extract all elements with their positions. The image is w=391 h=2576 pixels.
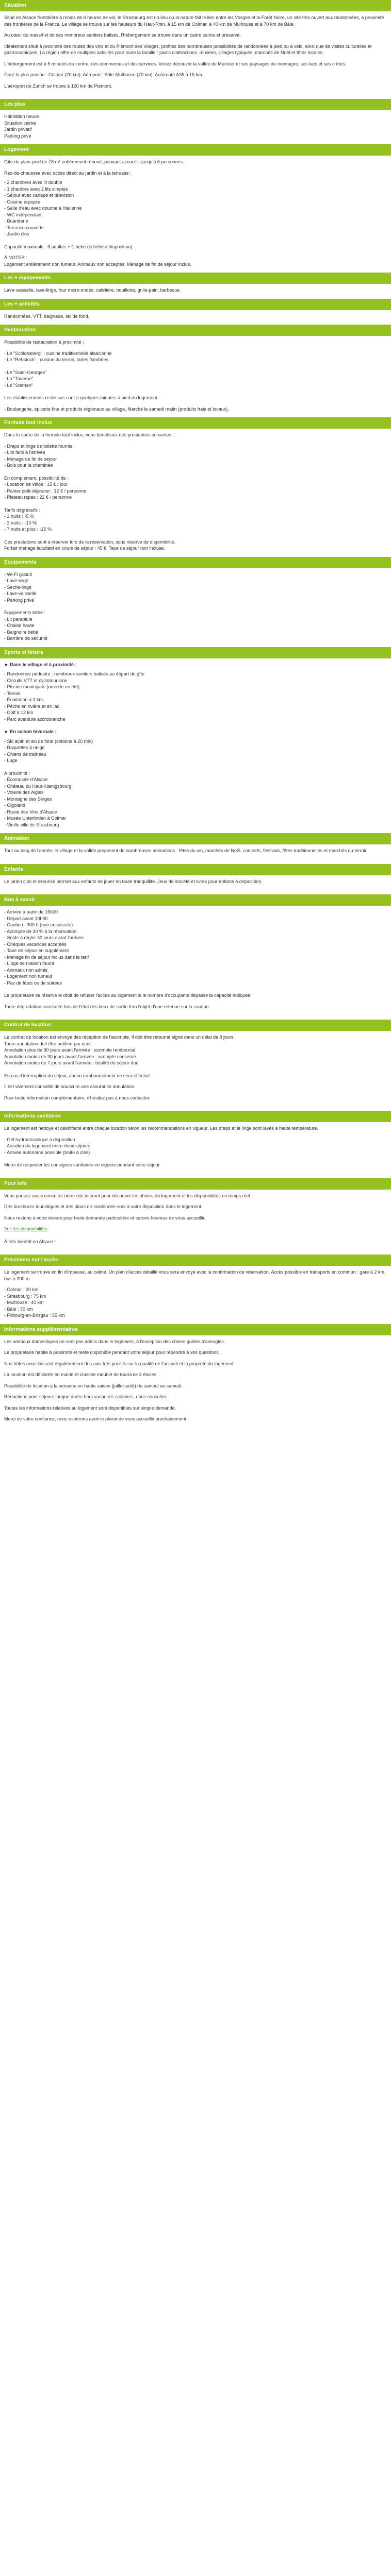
logement-capacity: Capacité maximale : 6 adultes + 1 bébé (lit bébé à disposition). bbox=[4, 244, 134, 249]
list-item: - Chiens de traîneau bbox=[4, 751, 46, 757]
situation-paragraph: Situé en Alsace frontalière à moins de 6 heures de vol, le Strasbourg est un lieu où la nature fait le lien entre les Vosges et la Forêt Noire, un site très ouvert aux randonnées, à proximité des frontières de la France. Le village se trouve sur les hauteurs du Haut-Rhin, à 15 km de Colmar, à 40 km de Mulhouse et à 70 km de Bâle. bbox=[4, 15, 384, 27]
section-header-les-plus: Les plus bbox=[0, 99, 391, 110]
list-item: Jardin privatif bbox=[4, 127, 32, 132]
animation-section bbox=[0, 848, 391, 864]
situation-paragraph: Au cœur du massif et de ses nombreux sentiers balisés, l'hébergement se trouve dans un cadre calme et préservé. bbox=[4, 32, 241, 38]
pour-info-text: Des brochures touristiques et des plans de randonnée sont à votre disposition dans le logement. bbox=[4, 1204, 203, 1209]
enfants-text: Le jardin clos et sécurisé permet aux enfants de jouer en toute tranquillité. Jeux de société et livres pour enfants à disposition. bbox=[4, 878, 263, 884]
note-label: À NOTER : bbox=[4, 255, 28, 260]
infos-supp-paragraph: Les animaux domestiques ne sont pas admis dans le logement, à l'exception des chiens guides d'aveugles. bbox=[4, 1338, 225, 1344]
section-header-bon-a-savoir: Bon à savoir bbox=[0, 894, 391, 906]
sanitaires-section bbox=[0, 1125, 391, 1178]
list-item: - 7 nuits et plus : -15 % bbox=[4, 527, 52, 532]
list-item: - Bois pour la cheminée bbox=[4, 463, 53, 468]
acces-text: Le logement se trouve en fin d'impasse, au calme. Un plan d'accès détaillé vous sera envoyé avec la confirmation de réservation. Accès possible en transports en commun : gare à 2 km, bus à 300 m. bbox=[4, 1269, 386, 1281]
list-item: - Chèques vacances acceptés bbox=[4, 941, 67, 947]
section-header-logement: Logement bbox=[0, 144, 391, 156]
infos-supp-section bbox=[0, 1338, 391, 1432]
sports-subheading: ► Dans le village et à proximité : bbox=[4, 662, 77, 667]
formule-subheading: En complément, possibilité de : bbox=[4, 475, 69, 481]
list-item: - Arrivée à partir de 16h00 bbox=[4, 909, 58, 914]
section-header-equipements: Les + équipements bbox=[0, 273, 391, 284]
list-item: - Sèche-linge bbox=[4, 584, 32, 590]
contrat-line: Annulation moins de 30 jours avant l'arrivée : acompte conservé. bbox=[4, 1054, 137, 1059]
contrat-line: Toute annulation doit être notifiée par écrit. bbox=[4, 1041, 92, 1046]
list-item: - Circuits VTT et cyclotourisme bbox=[4, 677, 68, 683]
list-item: - Golf à 12 km bbox=[4, 710, 34, 715]
list-item: - Fribourg-en-Brisgau : 55 km bbox=[4, 1313, 65, 1318]
formule-intro: Dans le cadre de la formule tout inclus, vous bénéficiez des prestations suivantes : bbox=[4, 432, 174, 437]
formule-outro: Ces prestations sont à réserver lors de la réservation, sous réserve de disponibilité. bbox=[4, 539, 176, 545]
infos-supp-paragraph: Le propriétaire habite à proximité et reste disponible pendant votre séjour pour répondre à vos questions. bbox=[4, 1350, 220, 1355]
section-header-restauration: Restauration bbox=[0, 325, 391, 336]
activites-text: Randonnées, VTT, baignade, ski de fond. bbox=[4, 313, 90, 319]
list-item: - Aération du logement entre deux séjours bbox=[4, 1143, 91, 1148]
list-item: - Terrasse couverte bbox=[4, 225, 44, 230]
contrat-contact: Pour toute information complémentaire, n'hésitez pas à nous contacter. bbox=[4, 1095, 151, 1100]
list-item: - Gel hydroalcoolique à disposition bbox=[4, 1137, 75, 1142]
section-header-situation: Situation bbox=[0, 0, 391, 11]
list-item: - Randonnée pédestre : nombreux sentiers balisés au départ du gîte bbox=[4, 671, 145, 676]
list-item: - Bâle : 70 km bbox=[4, 1306, 33, 1312]
bon-a-savoir-extra: Toute dégradation constatée lors de l'état des lieux de sortie fera l'objet d'une retenue sur la caution. bbox=[4, 1004, 210, 1009]
restauration-detail: - Boulangerie, épicerie fine et produits régionaux au village. Marché le samedi matin (produits frais et locaux). bbox=[4, 406, 229, 412]
list-item: - Parc aventure accrobranche bbox=[4, 716, 66, 722]
list-item: - 2 chambres avec lit double bbox=[4, 180, 62, 185]
list-item: - Lits faits à l'arrivée bbox=[4, 450, 45, 455]
list-item: - Solde à régler 30 jours avant l'arrivée bbox=[4, 935, 84, 940]
list-item: - Luge bbox=[4, 758, 18, 763]
sanitaires-note: Merci de respecter les consignes sanitaires en vigueur pendant votre séjour. bbox=[4, 1162, 161, 1167]
list-item: - Panier petit-déjeuner : 12 € / personne bbox=[4, 488, 87, 494]
list-item: - 3 nuits : -10 % bbox=[4, 520, 37, 526]
list-item: - Wi-Fi gratuit bbox=[4, 571, 32, 577]
list-item: - Animaux non admis bbox=[4, 967, 48, 973]
list-item: - Chaise haute bbox=[4, 623, 35, 628]
contrat-assurance: Il est vivement conseillé de souscrire une assurance annulation. bbox=[4, 1084, 136, 1089]
infos-supp-paragraph: Possibilité de location à la semaine en haute saison (juillet-août) du samedi au samedi. bbox=[4, 1383, 183, 1388]
infos-supp-paragraph: La location est déclarée en mairie et classée meublé de tourisme 3 étoiles. bbox=[4, 1372, 158, 1377]
list-item: - Strasbourg : 75 km bbox=[4, 1293, 46, 1299]
situation-section bbox=[0, 14, 391, 99]
note-text: Logement entièrement non fumeur. Animaux non acceptés. Ménage de fin de séjour inclus. bbox=[4, 261, 191, 267]
logement-section bbox=[0, 159, 391, 273]
list-item: - Lave-vaisselle bbox=[4, 591, 37, 596]
pour-info-section bbox=[0, 1193, 391, 1255]
animation-text: Tout au long de l'année, le village et la vallée proposent de nombreuses animations : fêtes du vin, marchés de Noël, concerts, festivals, fêtes traditionnelles et marchés du terroir. bbox=[4, 848, 368, 853]
list-item: - Départ avant 10h00 bbox=[4, 916, 48, 921]
list-item: - Raquettes à neige bbox=[4, 745, 45, 750]
sports-section bbox=[0, 662, 391, 834]
list-item: - Volerie des Aigles bbox=[4, 790, 44, 795]
list-item: - Ménage fin de séjour inclus dans le tarif bbox=[4, 954, 89, 960]
pour-info-text: Nous restons à votre écoute pour toute demande particulière et serons heureux de vous accueillir. bbox=[4, 1215, 206, 1221]
list-item: Situation calme bbox=[4, 120, 36, 126]
logement-intro-2: Rez-de-chaussée avec accès direct au jardin et à la terrasse : bbox=[4, 170, 132, 176]
list-item: - Logement non fumeur bbox=[4, 974, 53, 979]
section-header-acces: Précisions sur l'accès bbox=[0, 1255, 391, 1266]
section-header-enfants: Enfants bbox=[0, 864, 391, 875]
restauration-intro: Possibilité de restauration à proximité : bbox=[4, 340, 84, 345]
list-item: - Taxe de séjour en supplément bbox=[4, 948, 69, 953]
list-item: - Piscine municipale (ouverte en été) bbox=[4, 684, 80, 689]
list-item: - Ménage de fin de séjour bbox=[4, 456, 57, 462]
list-item: - Le "Sternen" bbox=[4, 382, 33, 388]
section-header-pour-info: Pour info bbox=[0, 1178, 391, 1190]
formule-subheading: Tarifs dégressifs : bbox=[4, 507, 41, 513]
contrat-line: Annulation plus de 30 jours avant l'arrivée : acompte remboursé. bbox=[4, 1047, 137, 1053]
restauration-section bbox=[0, 339, 391, 417]
situation-footer: L'aéroport de Zurich se trouve à 120 km de Piémont. bbox=[4, 83, 112, 89]
list-item: - Montagne des Singes bbox=[4, 796, 52, 802]
bon-a-savoir-extra: Le propriétaire se réserve le droit de refuser l'accès au logement si le nombre d'occupants dépasse la capacité indiquée. bbox=[4, 993, 252, 998]
infos-supp-paragraph: Nos hôtes nous laissent régulièrement des avis très positifs sur la qualité de l'accueil et la propreté du logement. bbox=[4, 1361, 235, 1366]
section-header-sports: Sports et loisirs bbox=[0, 647, 391, 658]
situation-paragraph: Idéalement situé à proximité des routes des vins et du Piémont des Vosges, profitez des nombreuses possibilités de randonnées à pied ou à vélo, ainsi que de visites culturelles et gastronomiques. La région offre de multiples activités pour toute la famille : parcs d'attractions, musées, villages typiques, marchés de Noël et fêtes locales. bbox=[4, 43, 372, 55]
list-item: - Linge de maison fourni bbox=[4, 961, 54, 966]
list-item: - Barrière de sécurité bbox=[4, 636, 48, 641]
availability-link[interactable]: Voir les disponibilités bbox=[4, 1226, 47, 1231]
list-item: - 2 nuits : -5 % bbox=[4, 514, 35, 519]
list-item: - Pas de fêtes ou de soirées bbox=[4, 980, 62, 986]
list-item: - Musée Unterlinden à Colmar bbox=[4, 816, 67, 821]
list-item: - Séjour avec canapé et télévision bbox=[4, 193, 74, 198]
list-item: - Cigoland bbox=[4, 803, 26, 808]
list-item: - Tennis bbox=[4, 690, 21, 696]
section-header-formule: Formule tout inclus bbox=[0, 417, 391, 429]
equipements-list-section bbox=[0, 571, 391, 647]
pour-info-text: Vous pouvez aussi consulter notre site internet pour découvrir les photos du logement et les disponibilités en temps réel. bbox=[4, 1193, 252, 1198]
bon-a-savoir-section bbox=[0, 909, 391, 1020]
contrat-section bbox=[0, 1034, 391, 1111]
list-item: - Location de vélos : 15 € / jour bbox=[4, 482, 68, 487]
list-item: - Pêche en rivière et en lac bbox=[4, 703, 60, 709]
list-item: - Le "Schlossberg" : cuisine traditionnelle alsacienne bbox=[4, 350, 112, 356]
activites-section bbox=[0, 313, 391, 325]
list-item: - Le "Rebstock" : cuisine du terroir, tartes flambées bbox=[4, 357, 108, 362]
contrat-line: Le contrat de location est envoyé dès réception de l'acompte. Il doit être retourné signé dans un délai de 8 jours. bbox=[4, 1035, 235, 1040]
infos-supp-paragraph: Réductions pour séjours longue durée hors vacances scolaires, nous consulter. bbox=[4, 1394, 168, 1399]
contrat-line: Annulation moins de 7 jours avant l'arrivée : totalité du séjour due. bbox=[4, 1060, 140, 1065]
list-item: - Cuisine équipée bbox=[4, 199, 41, 205]
list-item: - Mulhouse : 40 km bbox=[4, 1300, 44, 1305]
acces-section bbox=[0, 1269, 391, 1324]
pour-info-text: À très bientôt en Alsace ! bbox=[4, 1239, 56, 1244]
list-item: - Arrivée autonome possible (boîte à clés) bbox=[4, 1149, 90, 1155]
list-item: - Salle d'eau avec douche à l'italienne bbox=[4, 206, 82, 211]
contrat-note: En cas d'interruption du séjour, aucun remboursement ne sera effectué. bbox=[4, 1073, 152, 1078]
list-item: - Buanderie bbox=[4, 218, 28, 224]
formule-outro: Forfait ménage facultatif en cours de séjour : 45 €. Taxe de séjour non incluse. bbox=[4, 546, 166, 551]
list-item: - Plateau repas : 22 € / personne bbox=[4, 495, 72, 500]
section-header-equipements-list: Équipements bbox=[0, 557, 391, 568]
list-item: Habitation neuve bbox=[4, 114, 39, 119]
list-item: - Lave-linge bbox=[4, 578, 29, 583]
restauration-note: Les établissements ci-dessus sont à quelques minutes à pied du logement. bbox=[4, 395, 159, 400]
list-item: - WC indépendant bbox=[4, 212, 42, 217]
equipements-text: Lave-vaisselle, lave-linge, four micro-ondes, cafetière, bouilloire, grille-pain, barbecue. bbox=[4, 287, 181, 293]
section-header-contrat: Contrat de location bbox=[0, 1020, 391, 1031]
formule-section bbox=[0, 432, 391, 557]
situation-paragraph: L'hébergement est à 5 minutes du centre, des commerces et des services. Venez découvrir la vallée de Munster et ses paysages de montagne, ses lacs et ses crêtes. bbox=[4, 61, 347, 66]
les-plus-section bbox=[0, 113, 391, 144]
list-item: - Écomusée d'Alsace bbox=[4, 777, 48, 782]
list-item: - Vieille ville de Strasbourg bbox=[4, 822, 59, 827]
section-header-activites: Les + activités bbox=[0, 299, 391, 310]
list-item: - La "Taverne" bbox=[4, 376, 34, 381]
section-header-animation: Animation bbox=[0, 833, 391, 844]
list-item: - Draps et linge de toilette fournis bbox=[4, 443, 73, 449]
infos-supp-paragraph: Merci de votre confiance, nous espérons avoir le plaisir de vous accueillir prochainement. bbox=[4, 1416, 188, 1421]
logement-intro: Gîte de plain-pied de 78 m² entièrement rénové, pouvant accueillir jusqu'à 6 personnes. bbox=[4, 159, 184, 164]
list-item: - Caution : 300 € (non encaissée) bbox=[4, 922, 73, 927]
list-item: - Équitation à 3 km bbox=[4, 697, 43, 702]
sanitaires-text: Le logement est nettoyé et désinfecté entre chaque location selon les recommandations en vigueur. Les draps et le linge sont lavés à haute température. bbox=[4, 1126, 318, 1131]
list-item: - Acompte de 30 % à la réservation bbox=[4, 928, 77, 934]
list-item: - 1 chambre avec 2 lits simples bbox=[4, 186, 68, 192]
sports-subheading: À proximité : bbox=[4, 770, 30, 776]
list-item: - Colmar : 20 km bbox=[4, 1287, 39, 1292]
section-header-sanitaires: Informations sanitaires bbox=[0, 1111, 391, 1122]
list-item: - Jardin clos bbox=[4, 231, 29, 236]
list-item: - Le "Saint-Georges" bbox=[4, 369, 47, 375]
list-item: - Ski alpin et ski de fond (stations à 20 min) bbox=[4, 738, 93, 744]
infos-supp-paragraph: Toutes les informations relatives au logement sont disponibles sur simple demande. bbox=[4, 1405, 176, 1411]
enfants-section bbox=[0, 878, 391, 895]
equipements-section bbox=[0, 287, 391, 299]
list-item: - Route des Vins d'Alsace bbox=[4, 809, 57, 815]
section-header-infos-supp: Informations supplémentaires bbox=[0, 1324, 391, 1335]
equipements-subheading: Équipements bébé : bbox=[4, 610, 46, 615]
list-item: - Lit parapluie bbox=[4, 616, 32, 622]
list-item: - Château du Haut-Kœnigsbourg bbox=[4, 783, 72, 789]
list-item: - Baignoire bébé bbox=[4, 629, 39, 635]
situation-paragraph: Gare la plus proche : Colmar (20 km). Aéroport : Bâle-Mulhouse (70 km). Autoroute A35 à 15 km. bbox=[4, 72, 204, 77]
sports-subheading: ► En saison hivernale : bbox=[4, 729, 57, 734]
list-item: - Parking privé bbox=[4, 597, 35, 603]
list-item: Parking privé bbox=[4, 133, 31, 139]
